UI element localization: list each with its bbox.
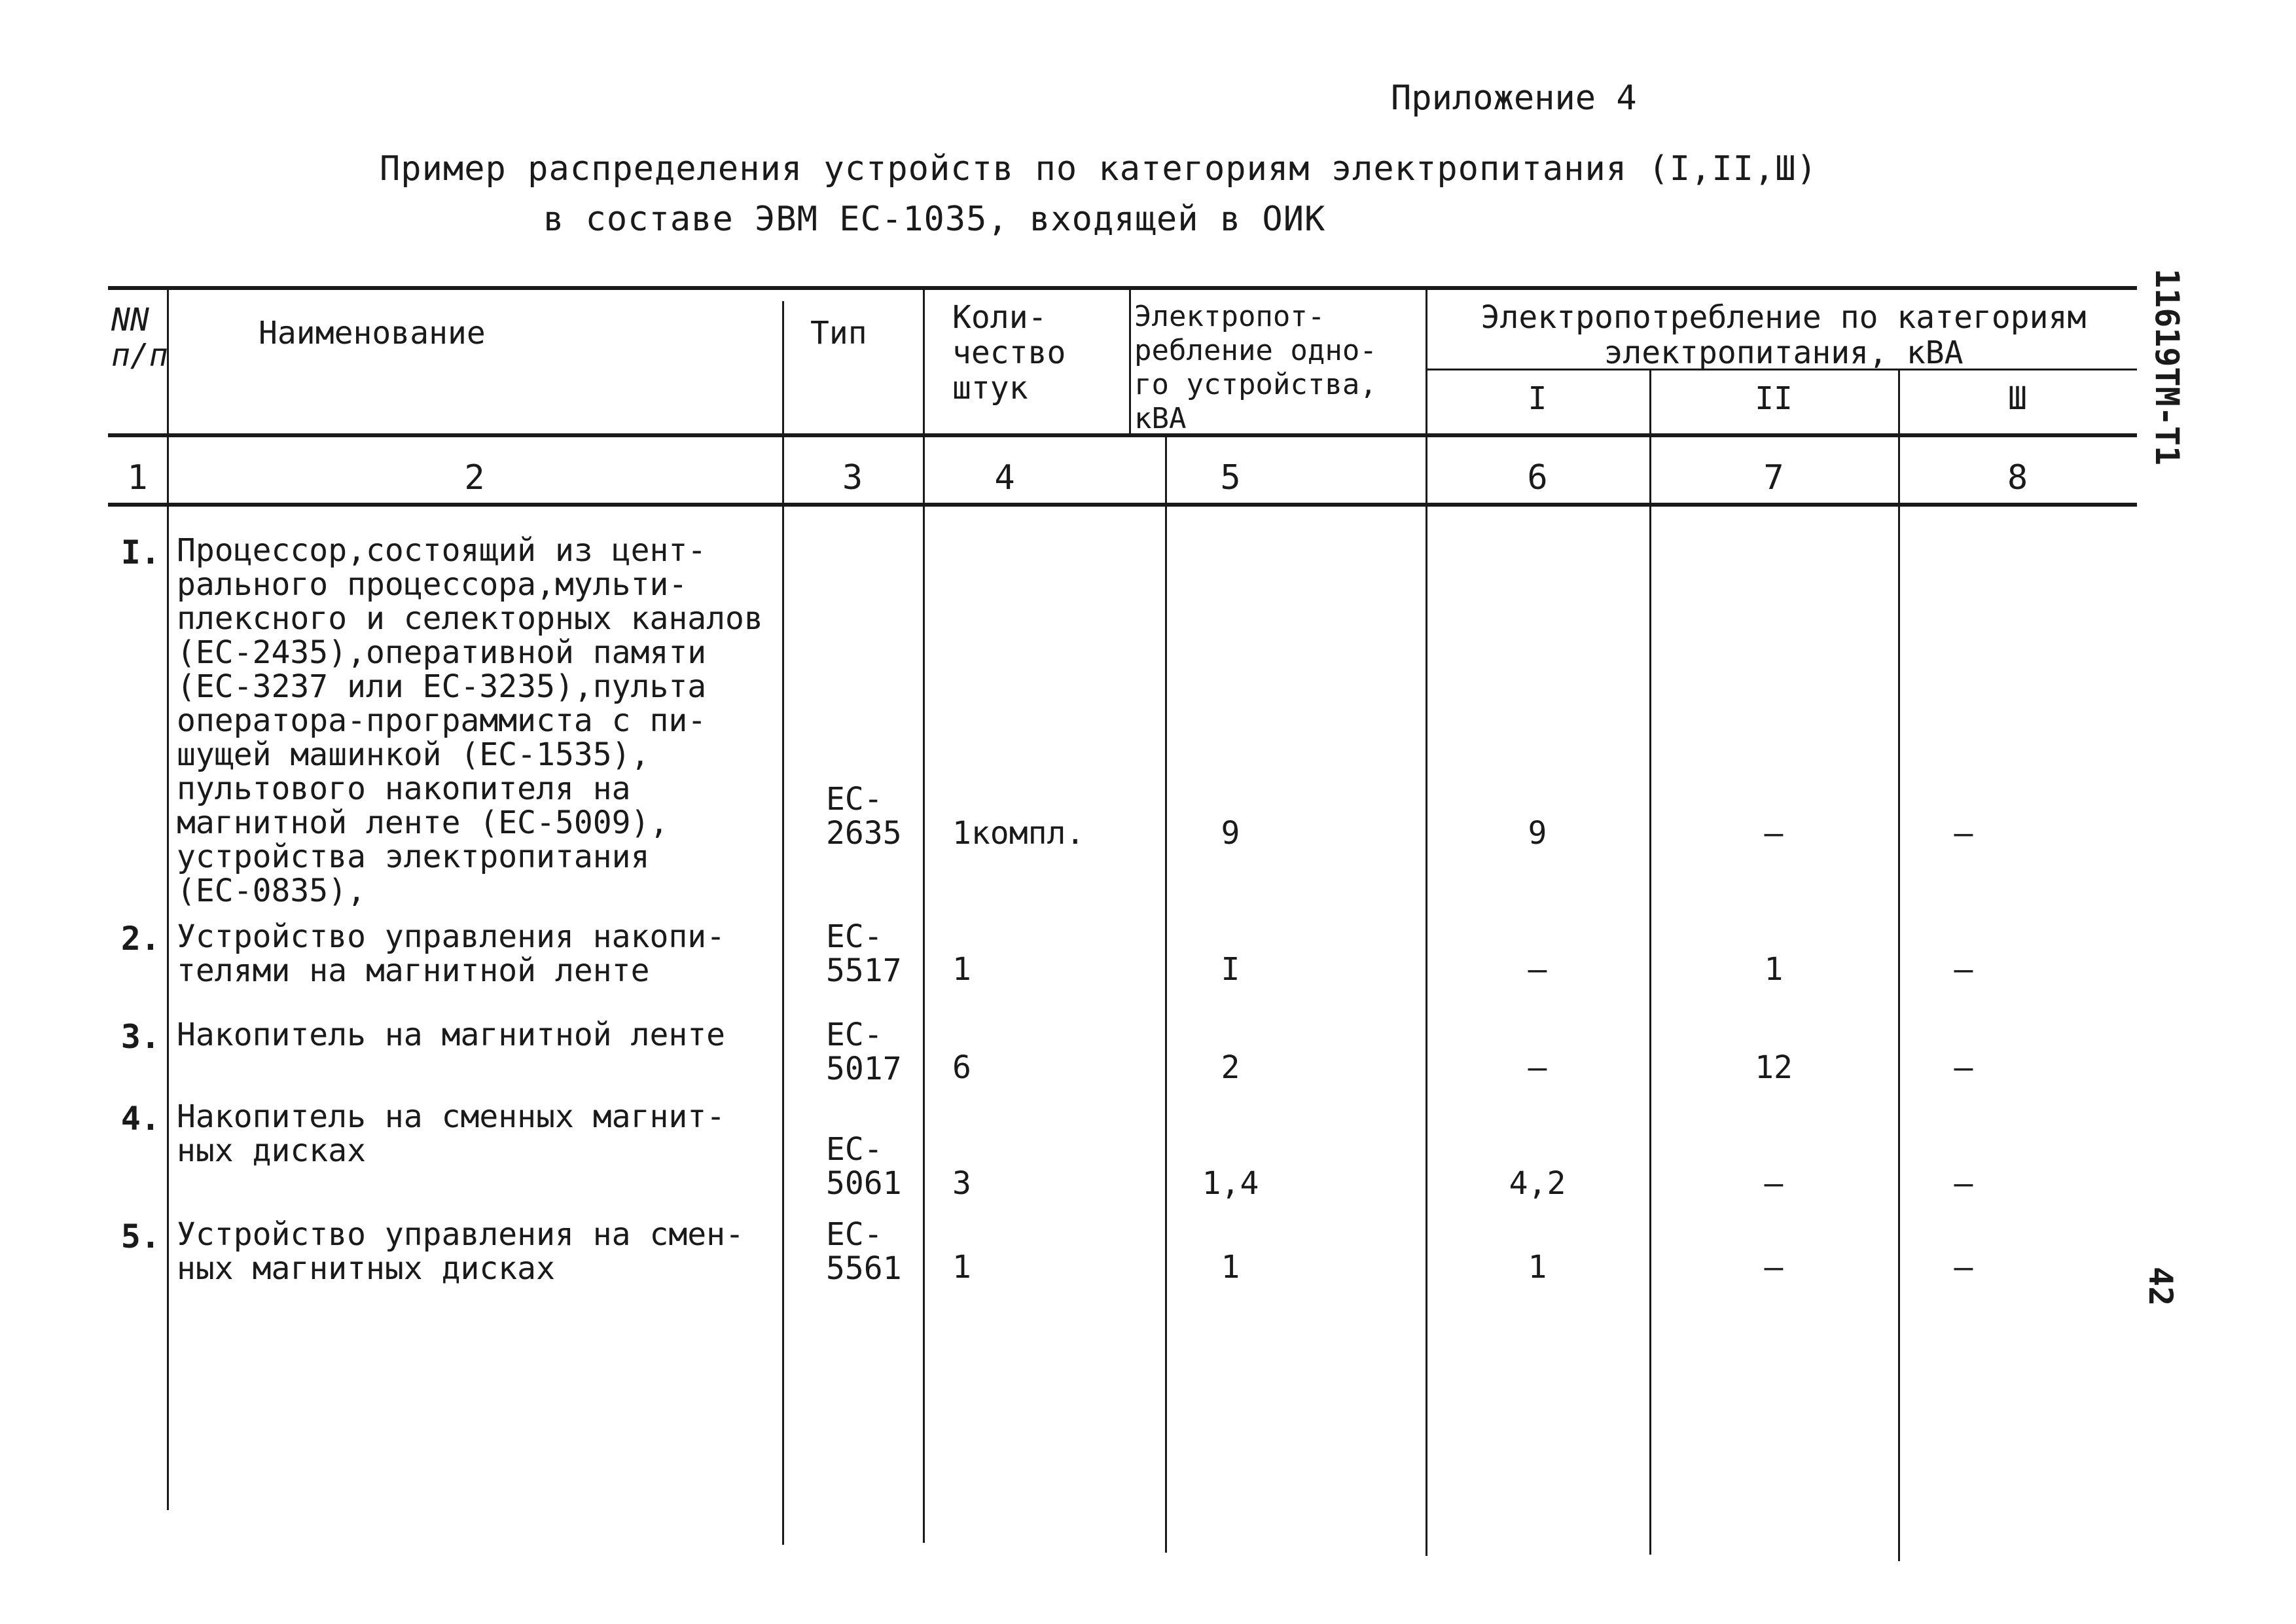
col-divider-5 — [1165, 433, 1167, 1553]
header-category-2: II — [1755, 380, 1793, 417]
row-category-2: 12 — [1755, 1049, 1793, 1086]
row-category-2: 1 — [1764, 951, 1784, 988]
row-number: I. — [120, 533, 160, 571]
row-number: 3. — [120, 1018, 160, 1056]
row-category-3: – — [1954, 1249, 1973, 1286]
header-name: Наименование — [259, 315, 486, 352]
row-category-1: 4,2 — [1509, 1165, 1566, 1202]
row-quantity: 1 — [952, 1249, 971, 1286]
header-category-1: I — [1528, 380, 1547, 417]
row-quantity: 3 — [952, 1165, 971, 1202]
page-number: 42 — [2142, 1267, 2179, 1307]
row-category-2: – — [1764, 1165, 1784, 1202]
row-category-3: – — [1954, 1049, 1973, 1086]
header-nn: NN п/п — [111, 302, 168, 374]
row-per-unit-consumption: 1 — [1221, 1249, 1240, 1286]
row-type: ЕС- 5517 — [826, 918, 902, 989]
row-quantity: 1компл. — [952, 815, 1085, 852]
row-category-1: 1 — [1528, 1249, 1547, 1286]
column-number-3: 3 — [842, 458, 863, 497]
column-number-5: 5 — [1220, 458, 1241, 497]
column-number-4: 4 — [994, 458, 1015, 497]
header-per-unit-consumption: Электропот- ребление одно- го устройства, кВА — [1134, 300, 1377, 435]
document-title-line-1: Пример распределения устройств по категориям электропитания (I,II,Ш) — [380, 149, 1818, 189]
row-quantity: 6 — [952, 1049, 971, 1086]
row-quantity: 1 — [952, 951, 971, 988]
header-bottom-rule — [108, 433, 2137, 437]
row-type: ЕС- 5017 — [826, 1017, 902, 1087]
header-type: Тип — [810, 315, 867, 352]
column-number-8: 8 — [2007, 458, 2028, 497]
row-category-3: – — [1954, 815, 1973, 852]
row-category-2: – — [1764, 815, 1784, 852]
row-per-unit-consumption: 2 — [1221, 1049, 1240, 1086]
row-category-1: – — [1528, 951, 1547, 988]
row-name: Устройство управления накопи- телями на магнитной ленте — [177, 918, 726, 989]
row-per-unit-consumption: 9 — [1221, 815, 1240, 852]
column-number-1: 1 — [127, 458, 148, 497]
row-type: ЕС- 5561 — [826, 1216, 902, 1287]
row-name: Накопитель на сменных магнит- ных дисках — [177, 1098, 726, 1169]
row-name: Устройство управления на смен- ных магнитных дисках — [177, 1216, 744, 1287]
row-category-1: 9 — [1528, 815, 1547, 852]
header-consumption-by-category: Электропотребление по категориям электропитания, кВА — [1480, 299, 2087, 371]
column-number-2: 2 — [464, 458, 485, 497]
row-number: 5. — [120, 1218, 160, 1255]
row-category-2: – — [1764, 1249, 1784, 1286]
document-title-line-2: в составе ЭВМ ЕС-1035, входящей в ОИК — [543, 200, 1326, 239]
col-divider-4 — [1129, 286, 1131, 437]
row-type: ЕС- 5061 — [826, 1131, 902, 1202]
row-category-3: – — [1954, 951, 1973, 988]
row-name: Процессор,состоящий из цент- рального процессора,мульти- плексного и селекторных каналов (ЕС-2435),оперативной памяти (ЕС-3237 или ЕС-3235),пульта оператора-программиста с пи- шущей машинкой (ЕС-1535), пультового накопителя на магнитной ленте (ЕС-5009), устройства электропитания (ЕС-0835), — [177, 532, 763, 909]
row-name: Накопитель на магнитной ленте — [177, 1017, 726, 1053]
row-per-unit-consumption: 1,4 — [1202, 1165, 1259, 1202]
appendix-label: Приложение 4 — [1391, 79, 1637, 118]
table-top-rule — [108, 286, 2137, 290]
document-side-code: 11619ТМ-Т1 — [2148, 268, 2186, 466]
row-category-1: – — [1528, 1049, 1547, 1086]
header-quantity: Коли- чество штук — [952, 299, 1066, 406]
row-type: ЕС- 2635 — [826, 781, 902, 852]
row-category-3: – — [1954, 1165, 1973, 1202]
header-category-3: Ш — [2008, 380, 2027, 417]
row-per-unit-consumption: I — [1221, 951, 1240, 988]
column-number-6: 6 — [1527, 458, 1548, 497]
column-number-rule — [108, 503, 2137, 507]
row-number: 4. — [120, 1100, 160, 1138]
column-number-7: 7 — [1763, 458, 1784, 497]
row-number: 2. — [120, 920, 160, 958]
